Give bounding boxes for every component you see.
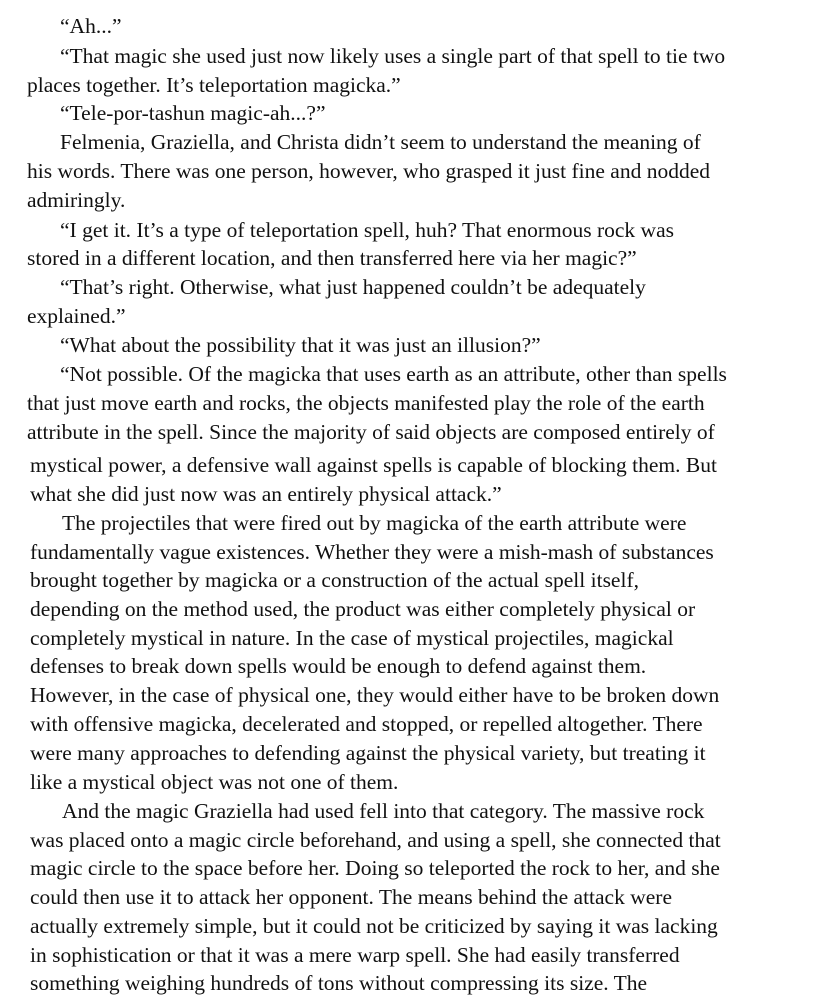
text-line: depending on the method used, the product was either completely physical or bbox=[30, 597, 696, 621]
text-line: something weighing hundreds of tons without compressing its size. The bbox=[30, 971, 648, 995]
text-line: stored in a different location, and then transferred here via her magic?” bbox=[27, 246, 637, 270]
text-line: brought together by magicka or a construction of the actual spell itself, bbox=[30, 568, 639, 592]
text-line: that just move earth and rocks, the objects manifested play the role of the earth bbox=[27, 391, 705, 415]
text-line: were many approaches to defending against the physical variety, but treating it bbox=[30, 741, 706, 765]
text-line: mystical power, a defensive wall against spells is capable of blocking them. But bbox=[30, 453, 717, 477]
text-line: Felmenia, Graziella, and Christa didn’t seem to understand the meaning of bbox=[60, 130, 701, 154]
text-line: “Tele-por-tashun magic-ah...?” bbox=[60, 101, 326, 125]
text-line: actually extremely simple, but it could not be criticized by saying it was lacking bbox=[30, 914, 718, 938]
text-line: “Ah...” bbox=[60, 14, 122, 38]
text-line: defenses to break down spells would be enough to defend against them. bbox=[30, 654, 647, 678]
text-line: with offensive magicka, decelerated and stopped, or repelled altogether. There bbox=[30, 712, 703, 736]
text-line: And the magic Graziella had used fell into that category. The massive rock bbox=[62, 799, 705, 823]
text-line: places together. It’s teleportation magicka.” bbox=[27, 73, 401, 97]
text-line: in sophistication or that it was a mere warp spell. She had easily transferred bbox=[30, 943, 680, 967]
text-line: his words. There was one person, however, who grasped it just fine and nodded bbox=[27, 159, 711, 183]
text-line: “That’s right. Otherwise, what just happened couldn’t be adequately bbox=[60, 275, 646, 299]
text-line: The projectiles that were fired out by magicka of the earth attribute were bbox=[62, 511, 687, 535]
text-line: like a mystical object was not one of them. bbox=[30, 770, 399, 794]
text-line: “What about the possibility that it was just an illusion?” bbox=[60, 333, 541, 357]
text-line: fundamentally vague existences. Whether they were a mish-mash of substances bbox=[30, 540, 714, 564]
text-line: “Not possible. Of the magicka that uses earth as an attribute, other than spells bbox=[60, 362, 727, 386]
text-line: attribute in the spell. Since the majority of said objects are composed entirely of bbox=[27, 420, 715, 444]
text-line: admiringly. bbox=[27, 188, 126, 212]
text-line: explained.” bbox=[27, 304, 126, 328]
text-line: could then use it to attack her opponent. The means behind the attack were bbox=[30, 885, 672, 909]
text-line: was placed onto a magic circle beforehand, and using a spell, she connected that bbox=[30, 828, 721, 852]
text-line: magic circle to the space before her. Doing so teleported the rock to her, and she bbox=[30, 856, 720, 880]
text-line: “That magic she used just now likely uses a single part of that spell to tie two bbox=[60, 44, 726, 68]
text-line: “I get it. It’s a type of teleportation spell, huh? That enormous rock was bbox=[60, 218, 674, 242]
text-line: completely mystical in nature. In the case of mystical projectiles, magickal bbox=[30, 626, 674, 650]
text-line: However, in the case of physical one, they would either have to be broken down bbox=[30, 683, 720, 707]
text-line: what she did just now was an entirely physical attack.” bbox=[30, 482, 502, 506]
